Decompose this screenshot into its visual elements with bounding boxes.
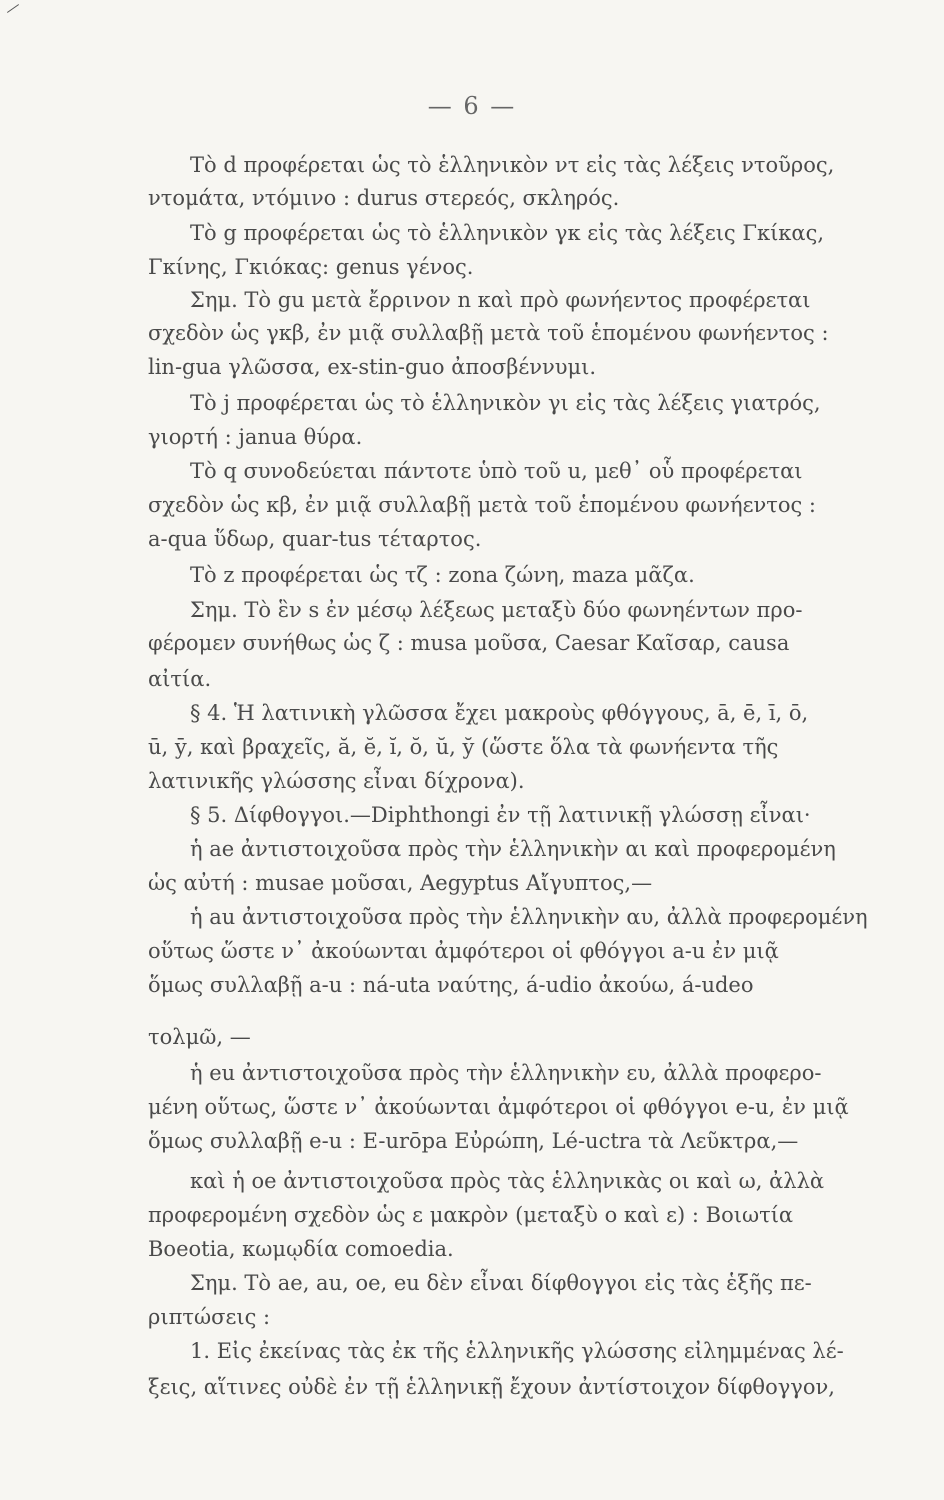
text-line: ὅμως συλλαβῇ a-u : ná-uta ναύτης, á-udio ἀκούω, á-udeo bbox=[148, 973, 754, 997]
text-line: ντομάτα, ντόμινο : durus στερεός, σκληρός. bbox=[148, 186, 620, 210]
text-line: καὶ ἡ oe ἀντιστοιχοῦσα πρὸς τὰς ἑλληνικὰς οι καὶ ω, ἀλλὰ bbox=[190, 1169, 825, 1193]
text-line: γιορτή : janua θύρα. bbox=[148, 425, 363, 449]
text-line: σχεδὸν ὡς κβ, ἐν μιᾷ συλλαβῇ μετὰ τοῦ ἑπομένου φωνήεντος : bbox=[148, 493, 816, 517]
text-line: Σημ. Τὸ ἓν s ἐν μέσῳ λέξεως μεταξὺ δύο φωνηέντων προ- bbox=[190, 598, 803, 622]
text-line: αἰτία. bbox=[148, 667, 212, 691]
text-line: ριπτώσεις : bbox=[148, 1305, 271, 1329]
text-line: lin-gua γλῶσσα, ex-stin-guo ἀποσβέννυμι. bbox=[148, 355, 597, 379]
text-line: § 4. Ἡ λατινικὴ γλῶσσα ἔχει μακροὺς φθόγγους, ā, ē, ī, ō, bbox=[190, 701, 809, 725]
text-line: προφερομένη σχεδὸν ὡς ε μακρὸν (μεταξὺ ο καὶ ε) : Βοιωτία bbox=[148, 1203, 794, 1227]
text-line: Boeotia, κωμῳδία comoedia. bbox=[148, 1237, 454, 1261]
text-line: § 5. Δίφθογγοι.—Diphthongi ἐν τῇ λατινικῇ γλώσσῃ εἶναι· bbox=[190, 803, 811, 827]
text-line: Τὸ q συνοδεύεται πάντοτε ὑπὸ τοῦ u, μεθ᾽ οὗ προφέρεται bbox=[190, 459, 803, 483]
text-line: Τὸ j προφέρεται ὡς τὸ ἑλληνικὸν γι εἰς τὰς λέξεις γιατρός, bbox=[190, 391, 821, 415]
text-line: Τὸ g προφέρεται ὡς τὸ ἑλληνικὸν γκ εἰς τὰς λέξεις Γκίκας, bbox=[190, 221, 825, 245]
corner-mark bbox=[7, 4, 19, 13]
text-line: οὕτως ὥστε ν᾽ ἀκούωνται ἀμφότεροι οἱ φθόγγοι a-u ἐν μιᾷ bbox=[148, 939, 779, 963]
text-line: Τὸ d προφέρεται ὡς τὸ ἑλληνικὸν ντ εἰς τὰς λέξεις ντοῦρος, bbox=[190, 153, 835, 177]
text-line: λατινικῆς γλώσσης εἶναι δίχρονα). bbox=[148, 769, 525, 793]
text-line: ἡ au ἀντιστοιχοῦσα πρὸς τὴν ἑλληνικὴν αυ, ἀλλὰ προφερομένη bbox=[190, 905, 868, 929]
text-line: φέρομεν συνήθως ὡς ζ : musa μοῦσα, Caesar Καῖσαρ, causa bbox=[148, 631, 790, 655]
text-line: ξεις, αἵτινες οὐδὲ ἐν τῇ ἑλληνικῇ ἔχουν ἀντίστοιχον δίφθογγον, bbox=[148, 1375, 835, 1399]
text-line: Σημ. Τὸ gu μετὰ ἔρρινον n καὶ πρὸ φωνήεντος προφέρεται bbox=[190, 288, 811, 312]
text-line: σχεδὸν ὡς γκβ, ἐν μιᾷ συλλαβῇ μετὰ τοῦ ἑπομένου φωνήεντος : bbox=[148, 321, 829, 345]
text-line: Σημ. Τὸ ae, au, oe, eu δὲν εἶναι δίφθογγοι εἰς τὰς ἑξῆς πε- bbox=[190, 1271, 812, 1295]
text-line: μένη οὕτως, ὥστε ν᾽ ἀκούωνται ἀμφότεροι οἱ φθόγγοι e-u, ἐν μιᾷ bbox=[148, 1095, 849, 1119]
text-line: ū, ȳ, καὶ βραχεῖς, ă, ĕ, ĭ, ŏ, ŭ, y̆ (ὥστε ὅλα τὰ φωνήεντα τῆς bbox=[148, 735, 779, 759]
page-number: — 6 — bbox=[427, 92, 517, 120]
text-line: τολμῶ, — bbox=[148, 1025, 251, 1049]
text-line: Τὸ z προφέρεται ὡς τζ : zona ζώνη, maza μᾶζα. bbox=[190, 563, 695, 587]
text-line: 1. Εἰς ἐκείνας τὰς ἐκ τῆς ἑλληνικῆς γλώσσης εἰλημμένας λέ- bbox=[190, 1339, 844, 1363]
text-line: ἡ ae ἀντιστοιχοῦσα πρὸς τὴν ἑλληνικὴν αι καὶ προφερομένη bbox=[190, 837, 836, 861]
text-line: ὡς αὐτή : musae μοῦσαι, Aegyptus Αἴγυπτος,— bbox=[148, 871, 653, 895]
text-line: ὅμως συλλαβῇ e-u : E-urōpa Εὐρώπη, Lé-uctra τὰ Λεῦκτρα,— bbox=[148, 1129, 799, 1153]
text-line: ἡ eu ἀντιστοιχοῦσα πρὸς τὴν ἑλληνικὴν ευ, ἀλλὰ προφερο- bbox=[190, 1061, 822, 1085]
text-line: Γκίνης, Γκιόκας: genus γένος. bbox=[148, 255, 474, 279]
text-line: a-qua ὕδωρ, quar-tus τέταρτος. bbox=[148, 527, 482, 551]
